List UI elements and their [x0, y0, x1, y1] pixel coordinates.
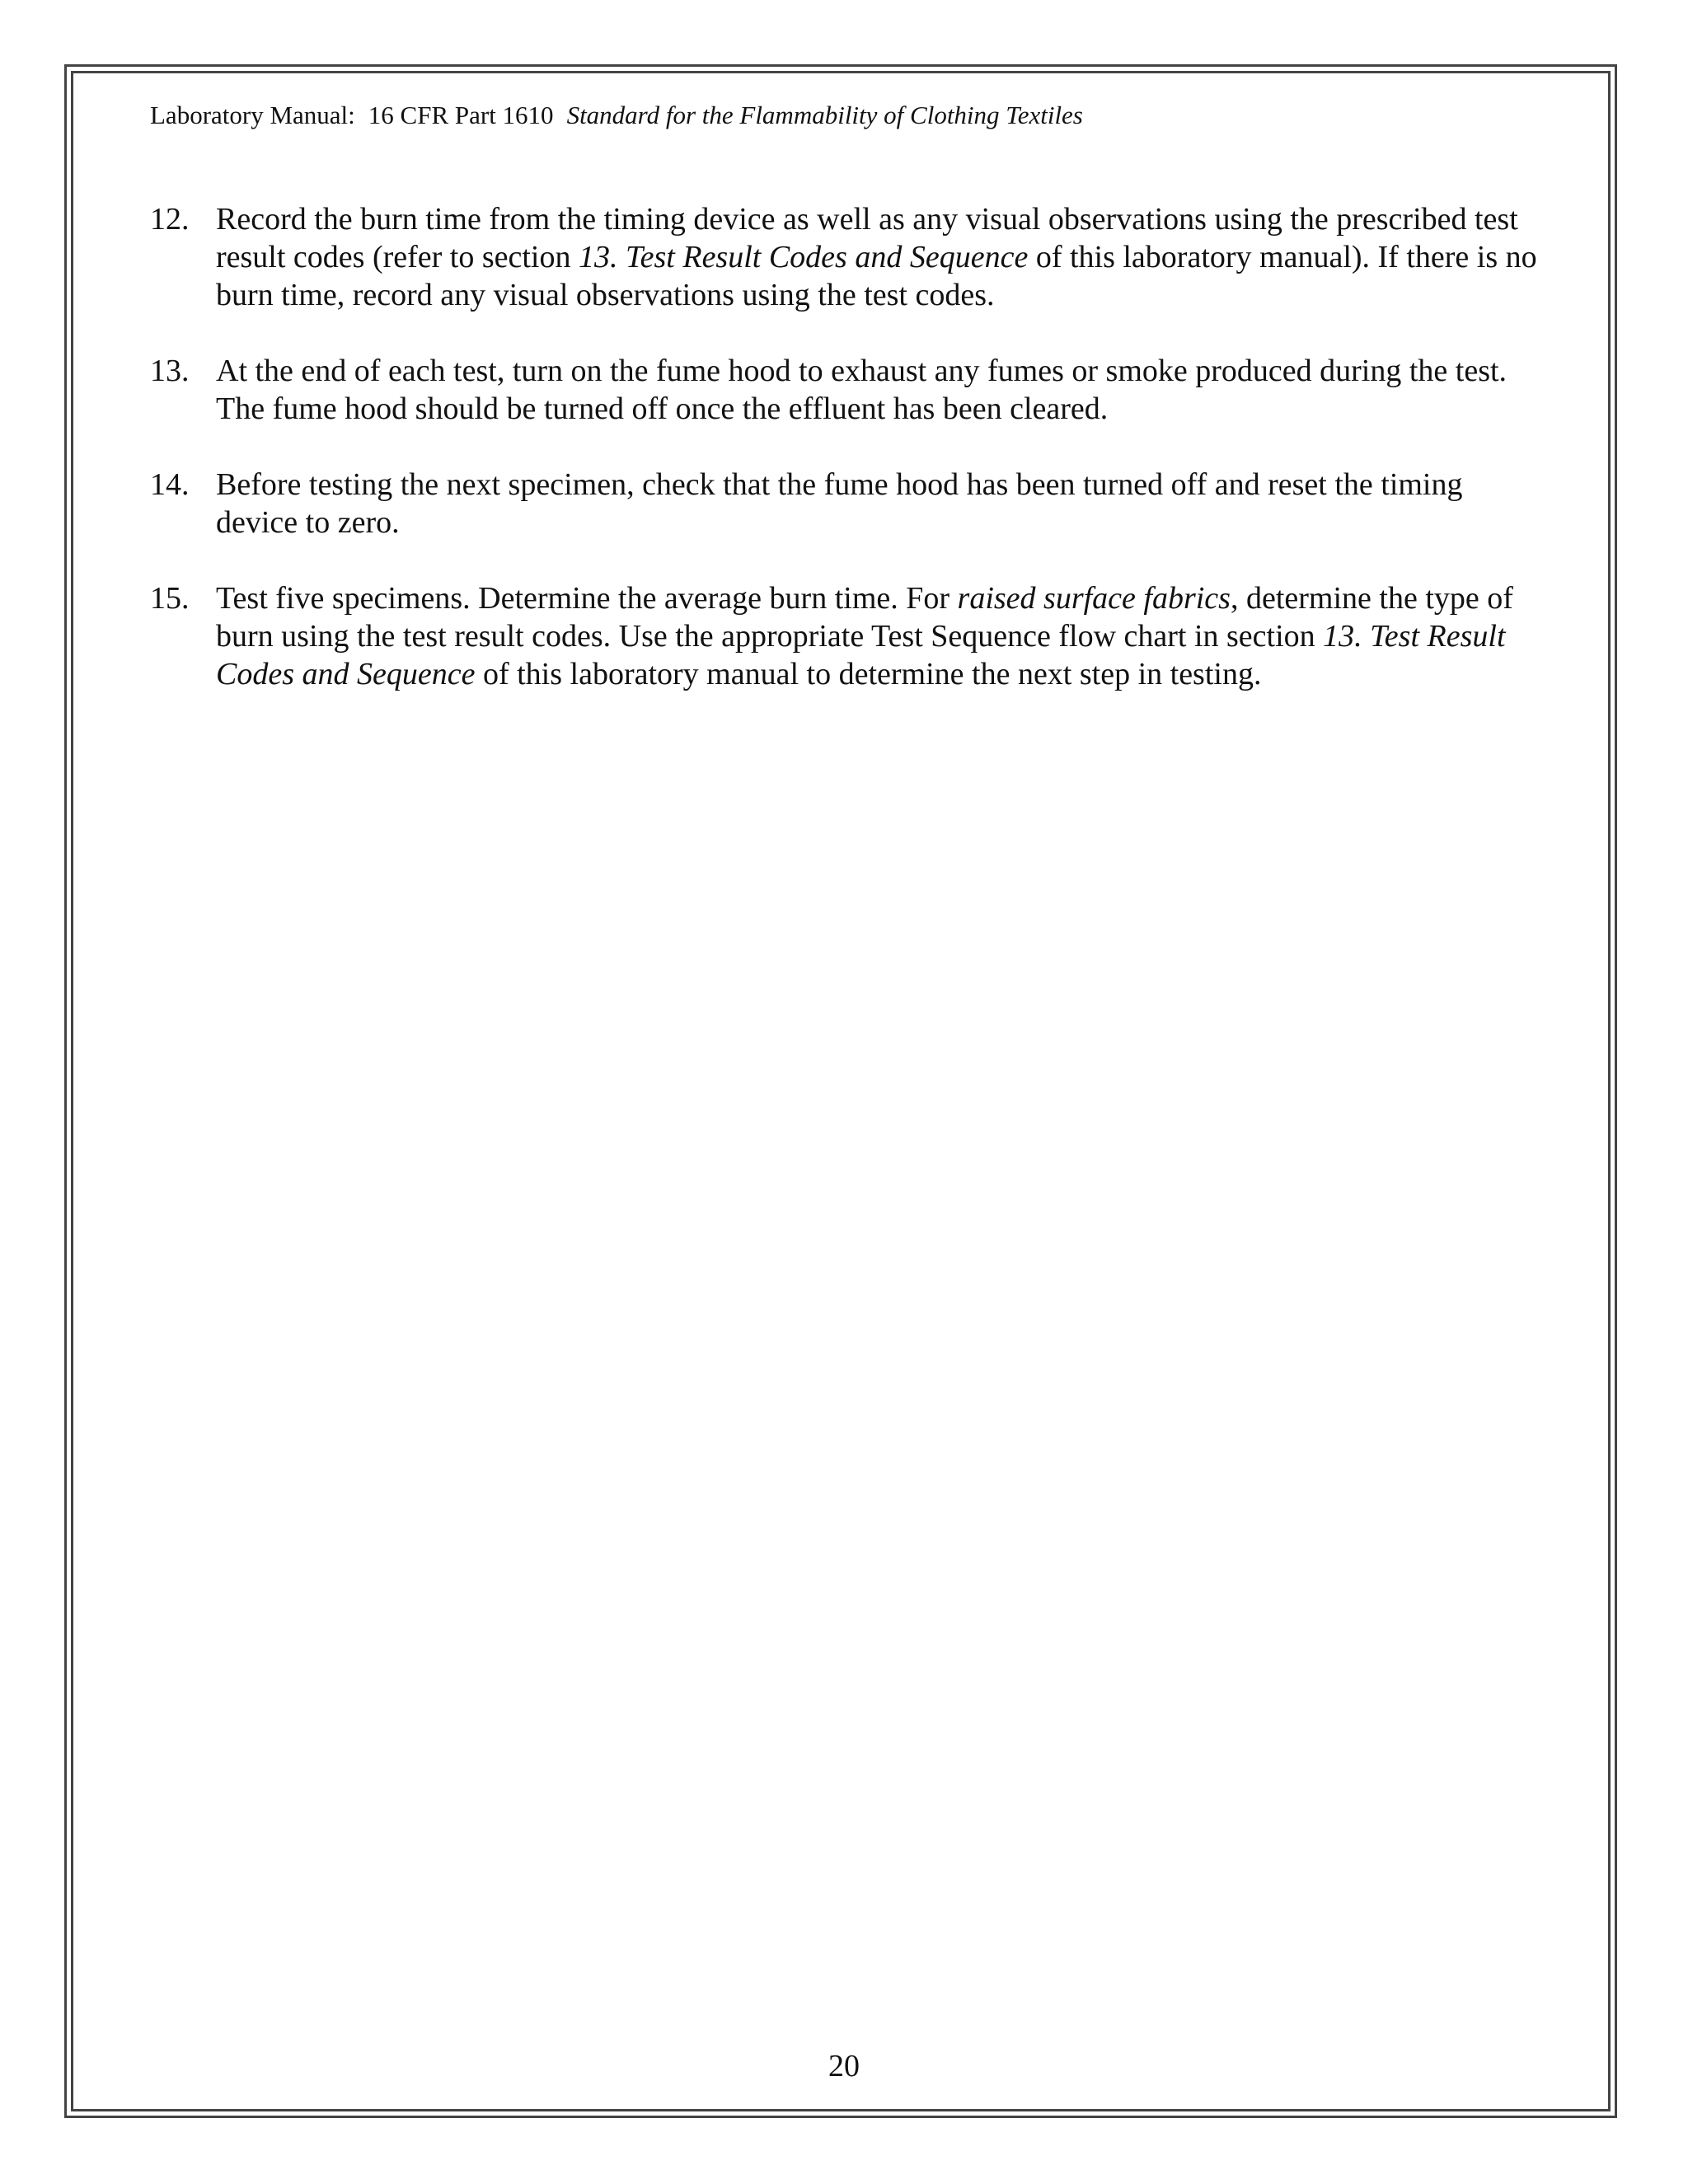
header-title: Standard for the Flammability of Clothing Textiles	[566, 101, 1083, 129]
step-text-part: Record the burn time from the timing device as well as any visual observations using the prescribed test result codes (refer to section	[216, 202, 1518, 274]
step-13	[150, 352, 1551, 428]
step-text	[216, 579, 1551, 693]
page-number: 20	[828, 2049, 860, 2083]
step-text	[216, 352, 1551, 428]
step-number: 13.	[150, 354, 190, 388]
step-text-part: Test five specimens. Determine the average burn time. For	[216, 581, 958, 616]
section-reference: 13. Test Result Codes and Sequence	[216, 619, 1506, 691]
header-prefix: Laboratory Manual:	[150, 101, 355, 129]
step-number: 12.	[150, 202, 190, 237]
step-15	[150, 579, 1551, 693]
step-text-part: of this laboratory manual). If there is no burn time, record any visual observations using the test codes.	[216, 240, 1537, 312]
step-number: 15.	[150, 581, 190, 616]
step-text-part: of this laboratory manual to determine the next step in testing.	[475, 657, 1262, 691]
step-text-part: At the end of each test, turn on the fume hood to exhaust any fumes or smoke produced during the test. The fume hood should be turned off once the effluent has been cleared.	[216, 354, 1507, 426]
step-text-part: , determine the type of burn using the test result codes. Use the appropriate Test Sequence flow chart in section	[216, 581, 1513, 654]
step-text	[216, 200, 1551, 314]
header-part: 16 CFR Part 1610	[368, 101, 554, 129]
step-number: 14.	[150, 467, 190, 502]
step-12	[150, 200, 1551, 314]
running-header	[150, 99, 1083, 132]
section-reference: 13. Test Result Codes and Sequence	[579, 240, 1029, 274]
step-text-part: Before testing the next specimen, check that the fume hood has been turned off and reset the timing device to zero.	[216, 467, 1463, 540]
procedure-steps	[150, 200, 1551, 731]
step-text	[216, 466, 1551, 541]
step-14	[150, 466, 1551, 541]
defined-term: raised surface fabrics	[957, 581, 1231, 616]
